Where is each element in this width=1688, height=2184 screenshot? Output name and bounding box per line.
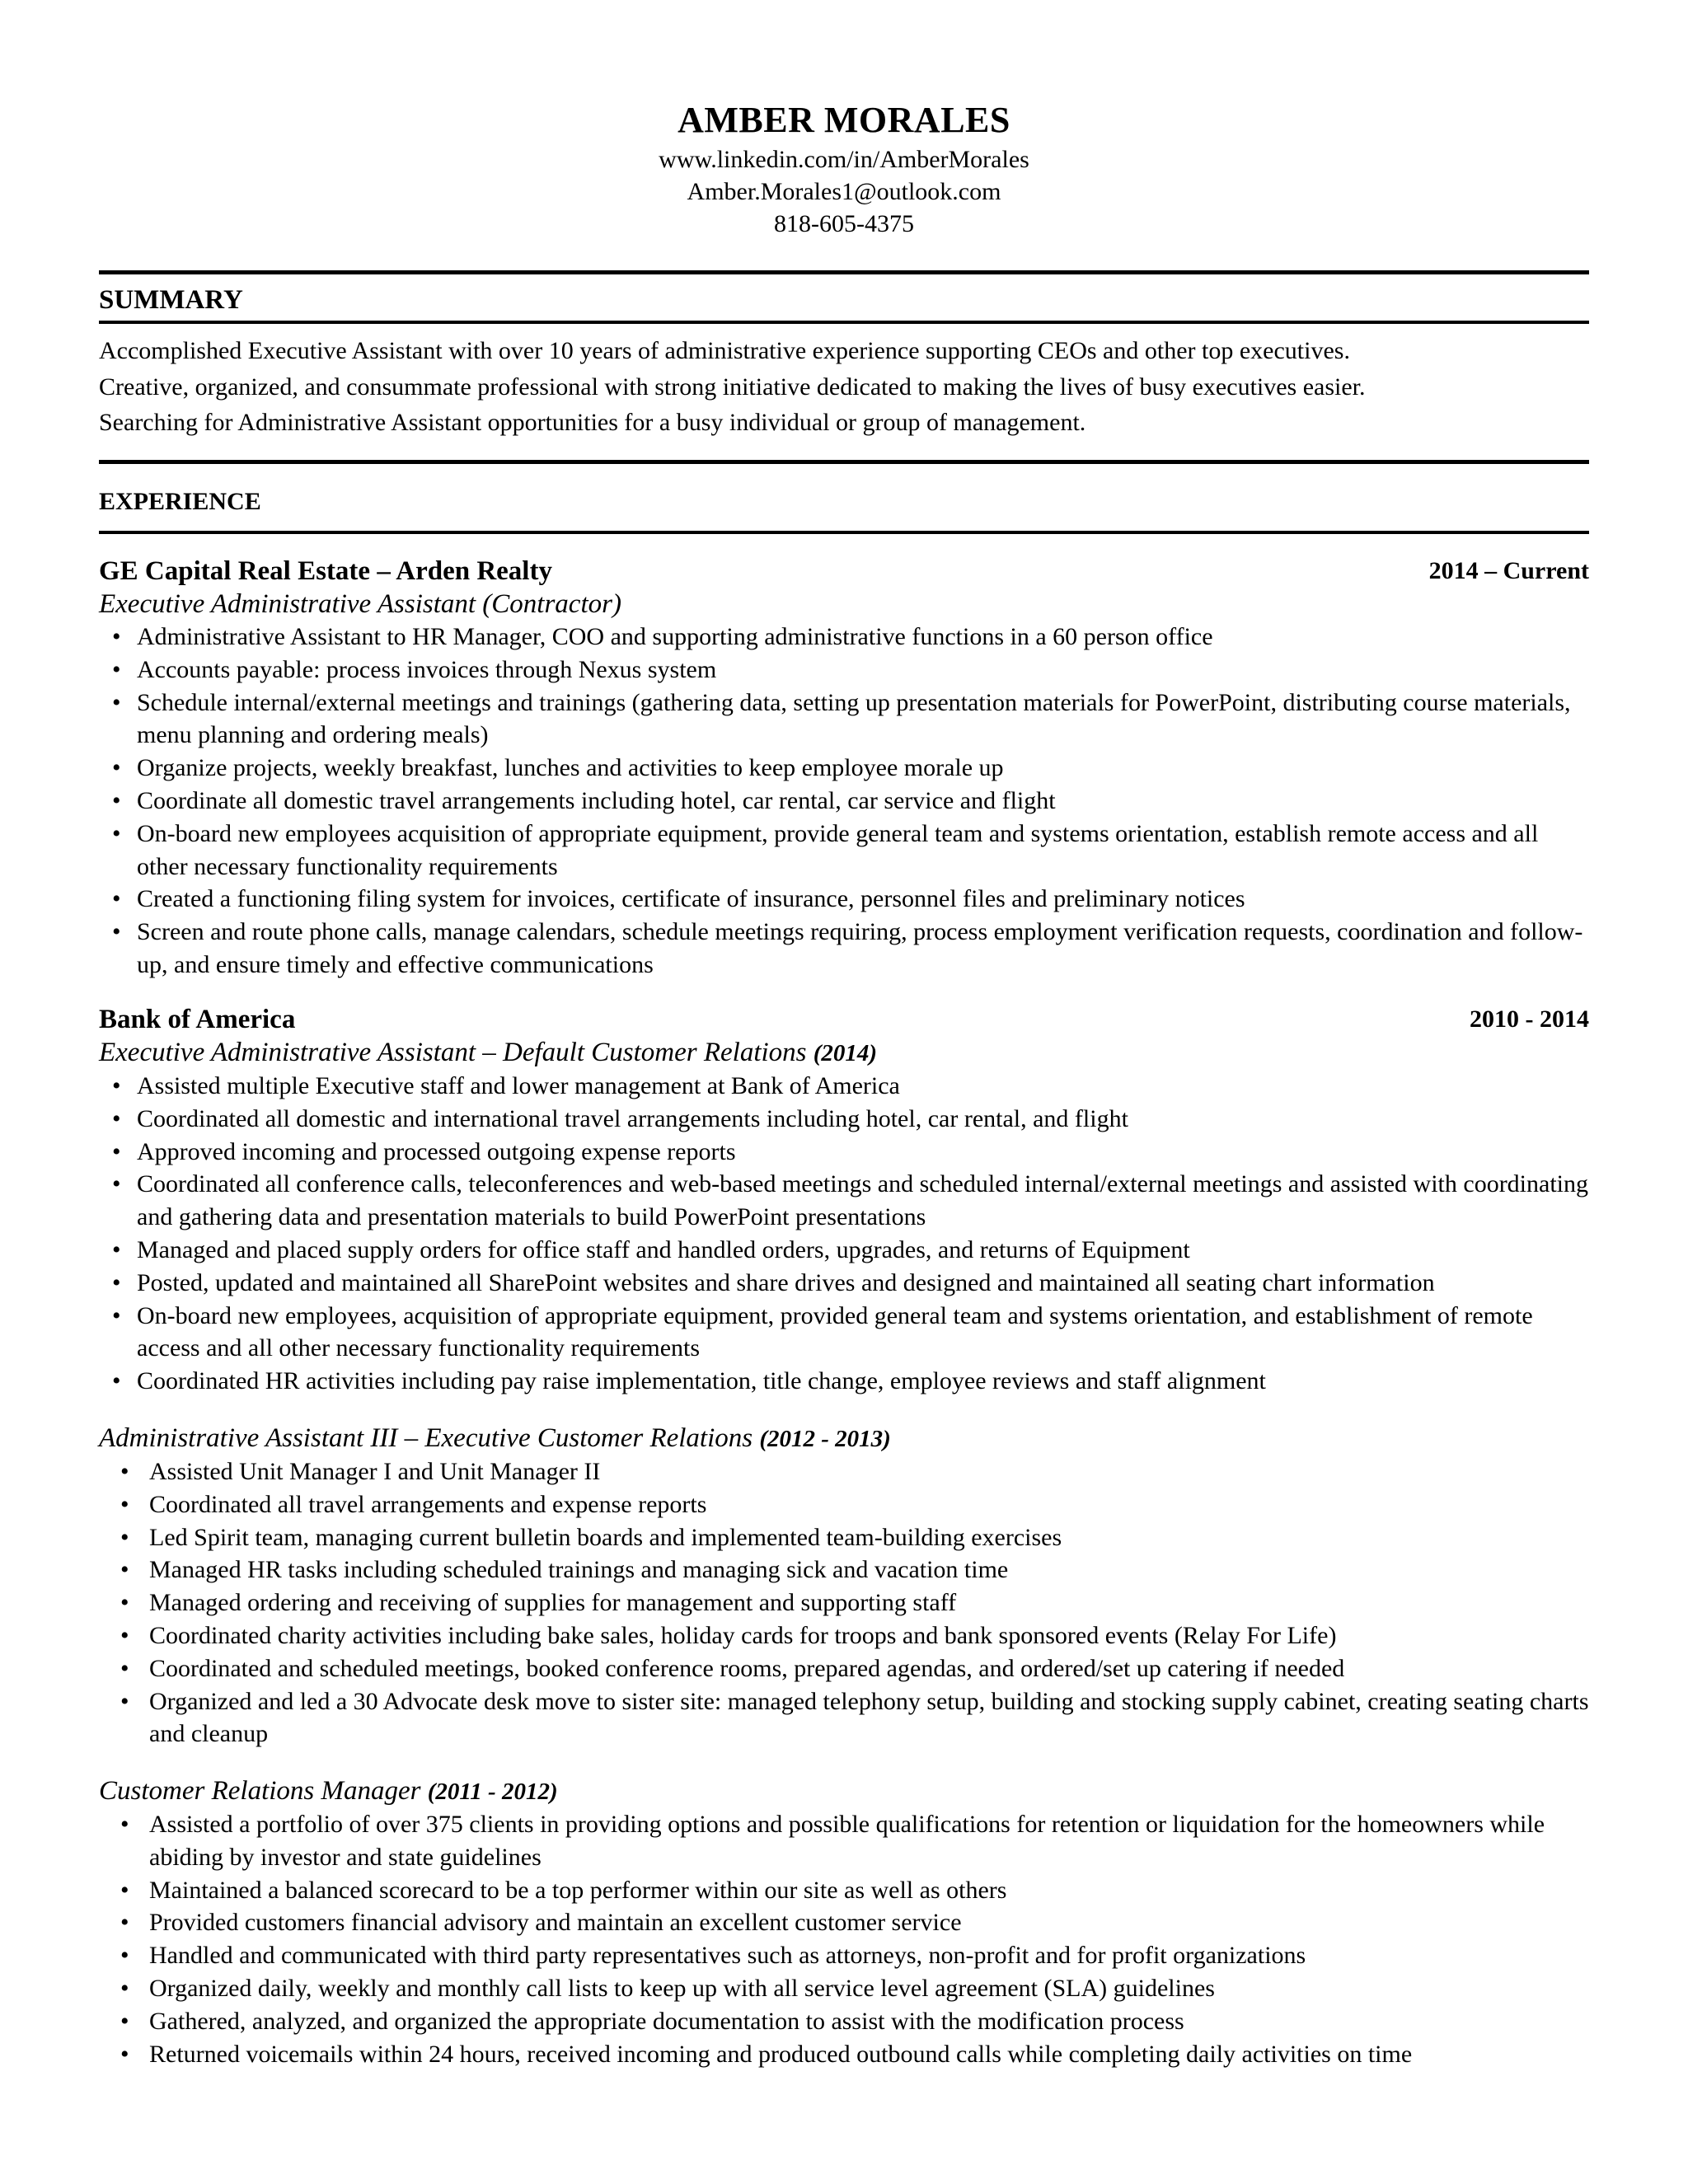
bullet-item: • Administrative Assistant to HR Manager, COO and supporting administrative functions in a 60 person office: [99, 621, 1589, 654]
phone-number: 818-605-4375: [774, 210, 914, 237]
bullet-item: • Led Spirit team, managing current bulletin boards and implemented team-building exercises: [99, 1521, 1589, 1554]
company-name: Bank of America: [99, 1005, 296, 1034]
summary-line: Creative, organized, and consummate professional with strong initiative dedicated to making the lives of busy executives easier.: [99, 373, 1366, 401]
job-title-years: (2012 - 2013): [759, 1426, 891, 1452]
bullet-item: • Managed and placed supply orders for office staff and handled orders, upgrades, and returns of Equipment: [99, 1234, 1589, 1267]
job-bullets: [99, 1070, 1589, 1398]
bullet-item: • Assisted a portfolio of over 375 clients in providing options and possible qualifications for retention or liquidation for the homeowners while abiding by investor and state guidelines: [99, 1808, 1589, 1874]
experience-heading: EXPERIENCE: [99, 488, 261, 515]
job-bullets: [99, 1808, 1589, 2070]
bullet-item: • Provided customers financial advisory and maintain an excellent customer service: [99, 1906, 1589, 1939]
bullet-item: • Organize projects, weekly breakfast, lunches and activities to keep employee morale up: [99, 752, 1589, 785]
job-title: Executive Administrative Assistant (Contractor): [99, 589, 621, 619]
job-title-text: Customer Relations Manager: [99, 1776, 421, 1806]
job-bullets: [99, 621, 1589, 982]
bullet-item: • Coordinated all domestic and international travel arrangements including hotel, car rental, and flight: [99, 1103, 1589, 1136]
bullet-item: • On-board new employees acquisition of appropriate equipment, provide general team and systems orientation, establish remote access and all other necessary functionality requirements: [99, 818, 1589, 883]
bullet-item: • Organized and led a 30 Advocate desk move to sister site: managed telephony setup, building and stocking supply cabinet, creating seating charts and cleanup: [99, 1685, 1589, 1751]
bullet-item: • Handled and communicated with third party representatives such as attorneys, non-profit and for profit organizations: [99, 1939, 1589, 1972]
header-divider: [99, 270, 1589, 274]
summary-line: Accomplished Executive Assistant with over 10 years of administrative experience supporting CEOs and other top executives.: [99, 337, 1350, 364]
bullet-item: • Accounts payable: process invoices through Nexus system: [99, 654, 1589, 687]
bullet-item: • Approved incoming and processed outgoing expense reports: [99, 1136, 1589, 1169]
bullet-item: • Gathered, analyzed, and organized the appropriate documentation to assist with the modification process: [99, 2005, 1589, 2038]
bullet-item: • Managed ordering and receiving of supplies for management and supporting staff: [99, 1586, 1589, 1619]
job-title-years: (2014): [813, 1040, 878, 1066]
bullet-item: • Managed HR tasks including scheduled trainings and managing sick and vacation time: [99, 1554, 1589, 1586]
job-title-years: (2011 - 2012): [427, 1779, 558, 1805]
job-dates: 2014 – Current: [1428, 557, 1589, 584]
summary-text: [99, 333, 1599, 441]
bullet-item: • On-board new employees, acquisition of appropriate equipment, provided general team and systems orientation, and establishment of remote access and all other necessary functionality requirements: [99, 1300, 1589, 1366]
role-customer-relations-manager: [99, 1774, 1589, 2070]
summary-bottom-divider: [99, 460, 1589, 464]
job-title-text: Executive Administrative Assistant – Default Customer Relations: [99, 1038, 807, 1067]
bullet-item: • Posted, updated and maintained all SharePoint websites and share drives and designed and maintained all seating chart information: [99, 1267, 1589, 1300]
candidate-name: AMBER MORALES: [678, 100, 1010, 140]
summary-heading: SUMMARY: [99, 285, 243, 315]
bullet-item: • Maintained a balanced scorecard to be a top performer within our site as well as others: [99, 1874, 1589, 1907]
job-title: [99, 1422, 1589, 1455]
job-header: [99, 1003, 1589, 1036]
job-header: [99, 555, 1589, 588]
linkedin-url[interactable]: www.linkedin.com/in/AmberMorales: [659, 146, 1029, 173]
job-dates: 2010 - 2014: [1470, 1005, 1589, 1033]
bullet-item: • Assisted multiple Executive staff and lower management at Bank of America: [99, 1070, 1589, 1103]
bullet-item: • Created a functioning filing system for invoices, certificate of insurance, personnel files and preliminary notices: [99, 883, 1589, 916]
bullet-item: • Coordinated HR activities including pay raise implementation, title change, employee reviews and staff alignment: [99, 1365, 1589, 1398]
job-ge-capital: [99, 555, 1589, 982]
bullet-item: • Coordinated all conference calls, teleconferences and web-based meetings and scheduled internal/external meetings and assisted with coordinating and gathering data and presentation materials to build PowerPoint presentations: [99, 1168, 1589, 1234]
bullet-item: • Returned voicemails within 24 hours, received incoming and produced outbound calls while completing daily activities on time: [99, 2038, 1589, 2071]
bullet-item: • Coordinated charity activities including bake sales, holiday cards for troops and bank sponsored events (Relay For Life): [99, 1619, 1589, 1652]
experience-divider: [99, 531, 1589, 534]
email-address[interactable]: Amber.Morales1@outlook.com: [687, 178, 1001, 205]
bullet-item: • Screen and route phone calls, manage calendars, schedule meetings requiring, process employment verification requests, coordination and follow-up, and ensure timely and effective communications: [99, 916, 1589, 982]
job-title: [99, 1036, 1589, 1070]
job-title-text: Administrative Assistant III – Executive Customer Relations: [99, 1423, 753, 1453]
bullet-item: • Assisted Unit Manager I and Unit Manager II: [99, 1455, 1589, 1488]
bullet-item: • Organized daily, weekly and monthly call lists to keep up with all service level agreement (SLA) guidelines: [99, 1972, 1589, 2005]
job-title: [99, 1774, 1589, 1808]
job-bank-of-america: [99, 1003, 1589, 1398]
bullet-item: • Coordinated and scheduled meetings, booked conference rooms, prepared agendas, and ordered/set up catering if needed: [99, 1652, 1589, 1685]
summary-line: Searching for Administrative Assistant opportunities for a busy individual or group of management.: [99, 409, 1086, 436]
resume-header: [0, 97, 1688, 240]
bullet-item: • Coordinate all domestic travel arrangements including hotel, car rental, car service and flight: [99, 785, 1589, 818]
bullet-item: • Coordinated all travel arrangements and expense reports: [99, 1488, 1589, 1521]
bullet-item: • Schedule internal/external meetings and trainings (gathering data, setting up presentation materials for PowerPoint, distributing course materials, menu planning and ordering meals): [99, 687, 1589, 752]
company-name: GE Capital Real Estate – Arden Realty: [99, 556, 552, 586]
job-bullets: [99, 1455, 1589, 1750]
summary-divider: [99, 321, 1589, 324]
role-admin-assistant-iii: [99, 1422, 1589, 1750]
